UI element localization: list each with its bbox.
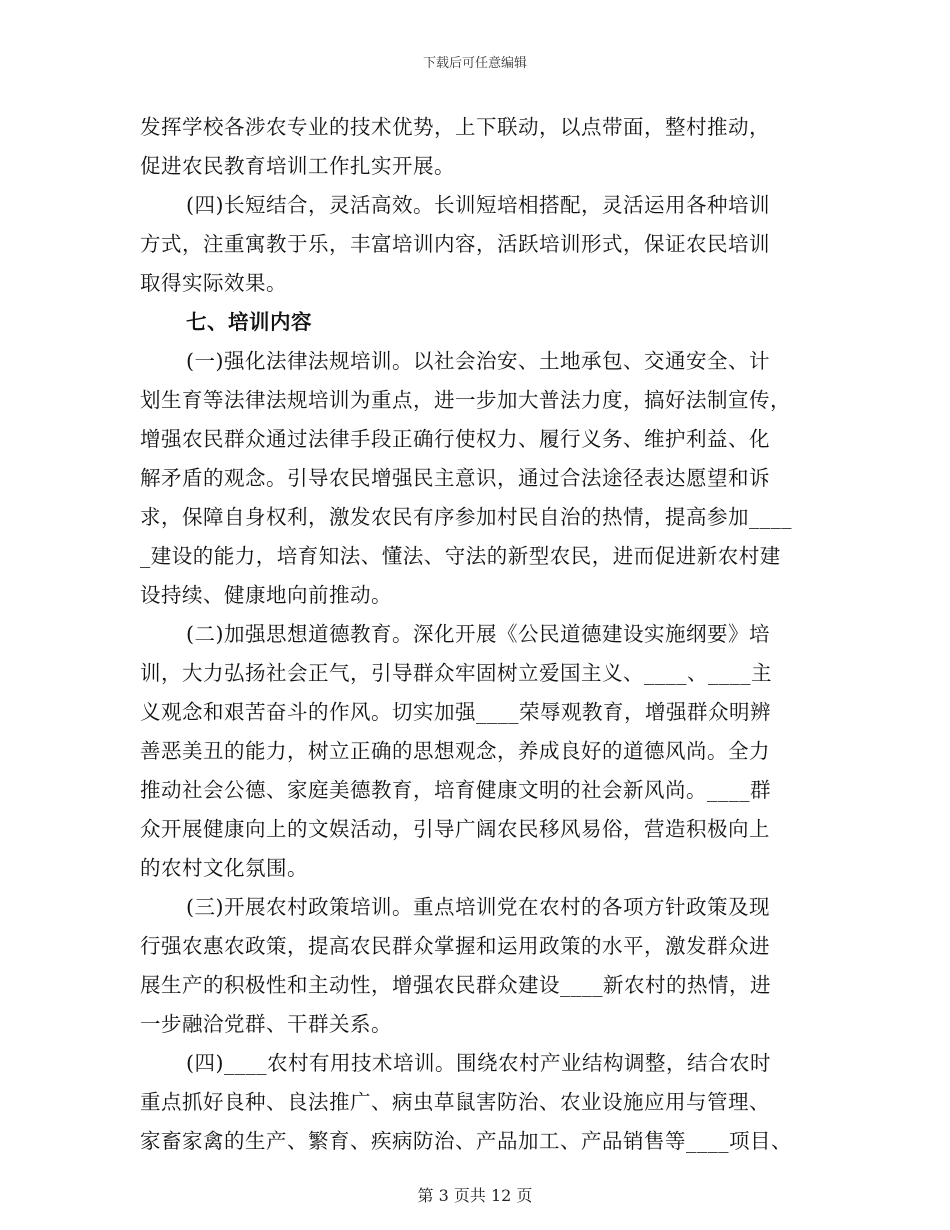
text-line: 义观念和艰苦奋斗的作风。切实加强____荣辱观教育，增强群众明辨 [140, 700, 771, 724]
text-line: (四)____农村有用技术培训。围绕农村产业结构调整，结合农时 [186, 1051, 771, 1075]
text-line: 一步融洽党群、干群关系。 [140, 1012, 392, 1036]
text-line: 划生育等法律法规培训为重点，进一步加大普法力度，搞好法制宣传， [140, 388, 791, 412]
text-line: 发挥学校各涉农专业的技术优势，上下联动，以点带面，整村推动， [140, 115, 770, 139]
text-line: 方式，注重寓教于乐，丰富培训内容，活跃培训形式，保证农民培训 [140, 232, 770, 256]
text-line: 的农村文化氛围。 [140, 856, 308, 880]
text-line: _建设的能力，培育知法、懂法、守法的新型农民，进而促进新农村建 [140, 544, 781, 568]
text-line: 促进农民教育培训工作扎实开展。 [140, 154, 455, 178]
text-line: (一)强化法律法规培训。以社会治安、土地承包、交通安全、计 [186, 349, 770, 373]
text-line: 家畜家禽的生产、繁育、疾病防治、产品加工、产品销售等____项目、 [140, 1129, 792, 1153]
document-body [140, 108, 810, 1161]
text-line: (四)长短结合，灵活高效。长训短培相搭配，灵活运用各种培训 [186, 193, 770, 217]
text-line: 设持续、健康地向前推动。 [140, 583, 392, 607]
text-line: 众开展健康向上的文娱活动，引导广阔农民移风易俗，营造积极向上 [140, 817, 770, 841]
section-heading: 七、培训内容 [186, 310, 312, 334]
text-line: 展生产的积极性和主动性，增强农民群众建设____新农村的热情，进 [140, 973, 771, 997]
page-header: 下载后可任意编辑 [422, 56, 527, 71]
text-line: 取得实际效果。 [140, 271, 287, 295]
text-line: 求，保障自身权利，激发农民有序参加村民自治的热情，提高参加____ [140, 505, 792, 529]
text-line: 重点抓好良种、良法推广、病虫草鼠害防治、农业设施应用与管理、 [140, 1090, 770, 1114]
text-line: 解矛盾的观念。引导农民增强民主意识，通过合法途径表达愿望和诉 [140, 466, 770, 490]
page-footer: 第 3 页共 12 页 [417, 1186, 533, 1205]
text-line: 行强农惠农政策，提高农民群众掌握和运用政策的水平，激发群众进 [140, 934, 770, 958]
text-line: (三)开展农村政策培训。重点培训党在农村的各项方针政策及现 [186, 895, 770, 919]
text-line: 善恶美丑的能力，树立正确的思想观念，养成良好的道德风尚。全力 [140, 739, 770, 763]
text-line: (二)加强思想道德教育。深化开展《公民道德建设实施纲要》培 [186, 622, 770, 646]
text-line: 训，大力弘扬社会正气，引导群众牢固树立爱国主义、____、____主 [140, 661, 772, 685]
text-line: 推动社会公德、家庭美德教育，培育健康文明的社会新风尚。____群 [140, 778, 771, 802]
text-line: 增强农民群众通过法律手段正确行使权力、履行义务、维护利益、化 [140, 427, 770, 451]
